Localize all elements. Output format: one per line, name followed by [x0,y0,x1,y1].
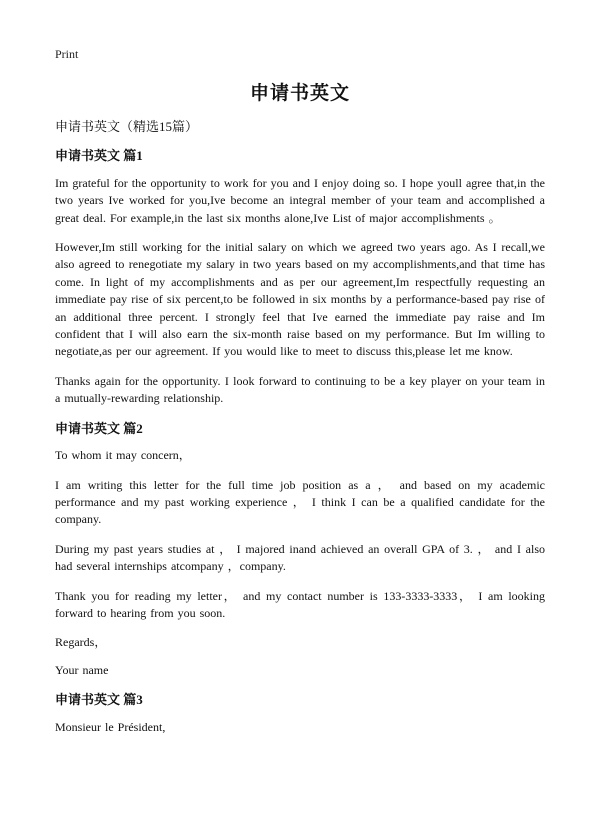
section-heading-3: 申请书英文 篇3 [55,692,143,708]
paragraph: I am writing this letter for the full time job position as a ， and based on my academic performance and my past working experience ， I think I can be a qualified candidate for the company. [55,477,545,527]
document-subtitle: 申请书英文（精选15篇） [55,119,199,134]
paragraph: To whom it may concern， [55,448,191,463]
paragraph: Monsieur le Président, [55,719,166,734]
paragraph: Thank you for reading my letter， and my contact number is 133-3333-3333， I am looking forward to hearing from you soon. [55,588,545,620]
paragraph: During my past years studies at ， I majored inand achieved an overall GPA of 3. ， and I also had several internships atcompany ，company. [55,541,545,574]
section-heading-2: 申请书英文 篇2 [55,420,143,436]
paragraph: Thanks again for the opportunity. I look forward to continuing to be a key player on your team in a mutually-rewarding relationship. [55,373,545,406]
print-link[interactable]: Print [55,47,79,61]
document-body [55,118,545,748]
paragraph: However,Im still working for the initial salary on which we agreed two years ago. As I recall,we also agreed to renegotiate my salary in two years based on my accomplishments,and that time has come. In light of my accomplishments and as per our agreement,Im respectfully requesting an immediate pay rise of six percent,to be followed in six months by a performance-based pay rise of an additional three percent. I strongly feel that Ive earned the immediate pay raise and Im confident that I will also earn the six-month raise based on my performance. But Im willing to negotiate,as per our agreement. If you would like to meet to discuss this,please let me know. [55,240,545,359]
paragraph: Regards， [55,635,107,650]
section-heading-1: 申请书英文 篇1 [55,148,143,164]
paragraph: Im grateful for the opportunity to work for you and I enjoy doing so. I hope youll agree that,in the two years Ive worked for you,Ive become an integral member of your team and accomplished a great deal. For example,in the last six months alone,Ive List of major accomplishments 。 [55,175,545,225]
document-title: 申请书英文 [249,83,350,104]
paragraph: Your name [55,662,109,677]
